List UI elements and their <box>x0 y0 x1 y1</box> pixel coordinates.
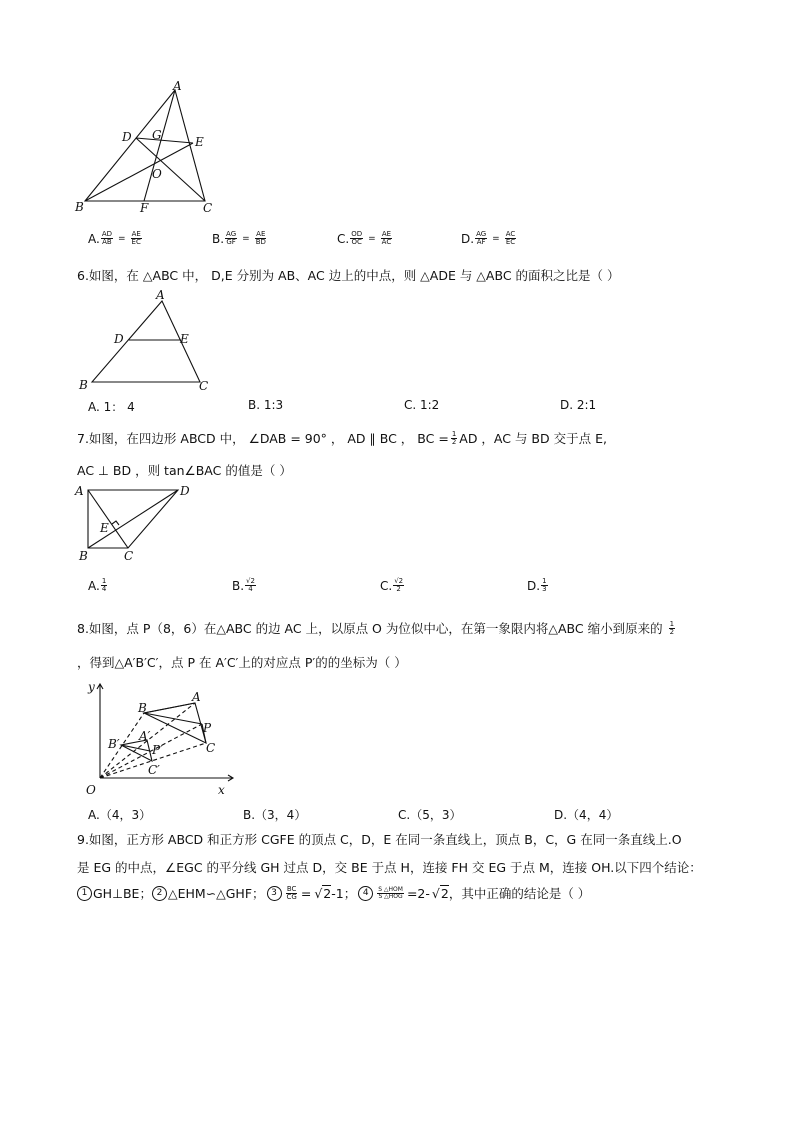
q8-label-c: C <box>206 741 216 755</box>
q9-conclusion-3-fraction: $\frac{BC}{CG}$ <box>286 885 297 902</box>
q8-label-b-prime: B′ <box>108 737 120 751</box>
q8-stem-line2: ，得到△A′B′C′，点 P 在 A′C′上的对应点 P′的的坐标为（ ） <box>77 655 407 670</box>
q7-option-c[interactable]: C. $\frac{√2}{2}$ <box>380 577 404 594</box>
q7-right-angle-mark <box>112 521 119 525</box>
q9-sqrt-3: √2 <box>314 886 332 902</box>
q5-option-a[interactable]: A. $\frac{AD}{AB}$ = $\frac{AE}{EC}$ <box>88 230 141 247</box>
q6-option-b[interactable]: B. 1:3 <box>248 398 284 412</box>
q7-label-c: C <box>124 549 134 563</box>
q6-stem: 6.如图，在 △ABC 中， D,E 分别为 AB、AC 边上的中点，则 △ADE 与 △ABC 的面积之比是（ ） <box>77 268 620 283</box>
q9-mark-3: 3 <box>267 886 282 901</box>
q8-segment-bp <box>144 713 202 724</box>
q7-label-a: A <box>75 484 84 498</box>
q8-label-b: B <box>138 701 147 715</box>
q8-option-a[interactable]: A.（4，3） <box>88 808 152 822</box>
q7-label-e: E <box>100 521 109 535</box>
q5-segment-be <box>85 143 193 201</box>
q9-mark-1: 1 <box>77 886 92 901</box>
q7-label-d: D <box>180 484 190 498</box>
q5-label-d: D <box>122 130 132 144</box>
q8-option-d[interactable]: D.（4，4） <box>554 808 619 822</box>
q8-label-c-prime: C′ <box>148 763 160 777</box>
q5-option-c[interactable]: C. $\frac{OD}{OC}$ = $\frac{AE}{AC}$ <box>337 230 392 247</box>
q5-label-b: B <box>75 200 84 214</box>
q8-label-p-prime: P′ <box>152 743 163 757</box>
q7-diagonal-bd <box>88 490 178 548</box>
q9-conclusion-1: GH⊥BE； <box>93 886 152 902</box>
q5-figure <box>70 78 230 218</box>
q6-option-a[interactable]: A. 1： 4 <box>88 400 135 414</box>
q9-stem-line2: 是 EG 的中点，∠EGC 的平分线 GH 过点 D，交 BE 于点 H，连接 FH 交 EG 于点 M，连接 OH.以下四个结论： <box>77 860 702 875</box>
q6-label-e: E <box>180 332 189 346</box>
q8-option-c[interactable]: C.（5，3） <box>398 808 462 822</box>
q9-conclusions: 1 GH⊥BE； 2 △EHM∽△GHF； 3 $\frac{BC}{CG}$ = √2 -1； 4 $\frac{\text{S △HOM}}{\text{S △HOG}}$ =2- √2 ，其中正确的结论是（ ） <box>77 886 590 902</box>
q8-label-a: A <box>192 690 201 704</box>
q9-stem-line1: 9.如图，正方形 ABCD 和正方形 CGFE 的顶点 C，D，E 在同一条直线上，顶点 B，C，G 在同一条直线上.O <box>77 832 682 847</box>
q8-label-o: O <box>86 783 96 797</box>
q8-label-a-prime: A′ <box>139 729 151 743</box>
q8-label-p: P <box>203 721 212 735</box>
q5-label-g: G <box>152 128 162 142</box>
q5-option-b[interactable]: B. $\frac{AG}{GF}$ = $\frac{AE}{BD}$ <box>212 230 266 247</box>
q8-label-x: x <box>218 783 225 797</box>
q6-label-d: D <box>114 332 124 346</box>
q8-figure <box>78 676 248 801</box>
q5-segment-de <box>136 138 193 143</box>
q7-stem-line1: 7.如图，在四边形 ABCD 中， ∠DAB = 90° ， AD ∥ BC ， BC = $\frac{1}{2}$ AD ，AC 与 BD 交于点 E, <box>77 430 607 447</box>
q9-mark-2: 2 <box>152 886 167 901</box>
q7-stem-line2: AC ⊥ BD ，则 tan∠BAC 的值是（ ） <box>77 463 292 478</box>
q9-mark-4: 4 <box>358 886 373 901</box>
q9-conclusion-2: △EHM∽△GHF； <box>167 886 265 902</box>
q6-option-c[interactable]: C. 1:2 <box>404 398 440 412</box>
q6-label-a: A <box>156 288 165 302</box>
q6-label-c: C <box>199 379 209 393</box>
q9-sqrt-4: √2 <box>431 886 449 902</box>
q8-option-b[interactable]: B.（3，4） <box>243 808 307 822</box>
q7-label-b: B <box>79 549 88 563</box>
q6-option-d[interactable]: D. 2:1 <box>560 398 597 412</box>
q6-label-b: B <box>79 378 88 392</box>
q8-label-y: y <box>88 680 95 694</box>
q7-figure <box>72 480 212 566</box>
q7-option-a[interactable]: A. $\frac{1}{4}$ <box>88 577 107 594</box>
q5-label-e: E <box>195 135 204 149</box>
q6-figure <box>76 285 216 397</box>
q7-option-b[interactable]: B. $\frac{√2}{4}$ <box>232 577 255 594</box>
q5-label-c: C <box>203 201 213 215</box>
q7-option-d[interactable]: D. $\frac{1}{3}$ <box>527 577 547 594</box>
q5-label-a: A <box>173 79 182 93</box>
q5-segment-af <box>144 90 175 201</box>
q9-conclusion-4-fraction: $\frac{\text{S △HOM}}{\text{S △HOG}}$ <box>378 886 403 901</box>
q5-option-d[interactable]: D. $\frac{AG}{AF}$ = $\frac{AC}{EC}$ <box>461 230 516 247</box>
q8-stem-line1: 8.如图，点 P（8，6）在△ABC 的边 AC 上，以原点 O 为位似中心，在第一象限内将△ABC 缩小到原来的 $\frac{1}{2}$ <box>77 620 675 637</box>
q7-diagonal-ac <box>88 490 128 548</box>
q5-label-o: O <box>152 167 162 181</box>
q5-label-f: F <box>140 201 149 215</box>
